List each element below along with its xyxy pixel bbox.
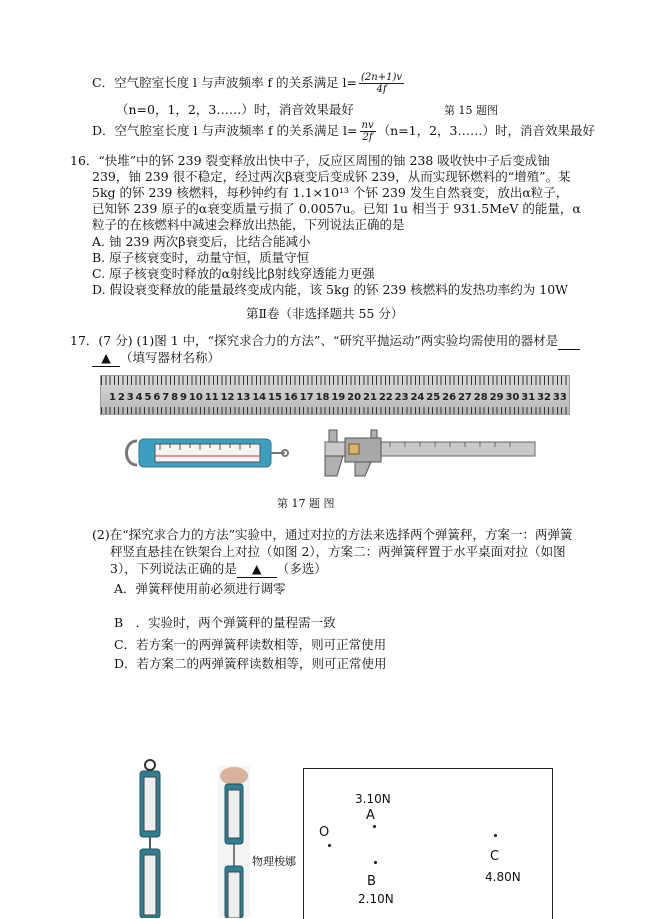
q15-c-denominator: 4f [376,84,387,95]
ruler-number: 10 [188,392,203,403]
ruler-ticks-top [101,376,569,385]
ruler-number: 6 [153,392,161,403]
q17-part2-tail: （多选） [276,561,327,576]
q17-stem-text: 17．(7 分) (1)图 1 中，“探究求合力的方法”、“研究平抛运动”两实验均需使用的器材是 [70,333,559,348]
ruler-number: 3 [126,392,134,403]
q16-option-a: A. 铀 239 两次β衰变后，比结合能减小 [92,234,311,249]
q17-part2-line-3 [110,560,327,578]
point-b-label: B [367,874,376,889]
photo-watermark-caption: 物理梭娜 [252,855,296,868]
figure3-photo [218,766,250,918]
ruler-number: 7 [162,392,170,403]
ruler-number: 15 [268,392,282,403]
point-a-dot [373,825,376,828]
q15-option-c [92,72,406,95]
ruler-number: 19 [331,392,346,403]
q17-blank-mark-1: ▲ [101,350,111,365]
q15-d-numerator: nv [361,120,374,131]
q17-answer-blank-1 [92,349,120,367]
ruler-number: 16 [283,392,298,403]
q17-part2-line-1: (2)在“探究求合力的方法”实验中，通过对拉的方法来选择两个弹簧秤，方案一：两弹簧 [92,527,573,542]
ruler-number: 8 [171,392,179,403]
handheld-spring-scale-icon [218,766,250,918]
q17-option-c: C．若方案一的两弹簧秤读数相等，则可正常使用 [114,637,387,652]
q17-part2-line-2: 秤竖直悬挂在铁架台上对拉（如图 2），方案二：两弹簧秤置于水平桌面对拉（如图 [110,544,566,559]
ruler-number: 17 [299,392,314,403]
force-a-label: 3.10N [355,792,391,806]
q15-option-d [92,120,595,143]
ruler-number: 4 [135,392,143,403]
q15-figure-label: 第 15 题图 [444,104,498,117]
force-b-label: 2.10N [358,892,394,906]
q17-blank-mark-2: ▲ [251,561,262,576]
ruler-number: 21 [362,392,377,403]
ruler-image [100,375,570,415]
ruler-numbers [109,389,567,406]
ruler-number: 29 [489,392,504,403]
q16-option-d: D. 假设衰变释放的能量最终变成内能，该 5kg 的钚 239 核燃料的发热功率约为 10W [92,282,569,297]
q17-option-b: B ．实验时，两个弹簧秤的量程需一致 [114,615,336,630]
q15-option-c-tail: （n=0，1，2，3……）时，消音效果最好 [116,102,354,117]
q16-option-b: B. 原子核衰变时，动量守恒，质量守恒 [92,250,310,265]
q17-stem-line-2 [92,349,220,367]
vertical-spring-scale-icon [130,757,170,918]
ruler-number: 27 [457,392,472,403]
ruler-number: 25 [426,392,441,403]
ruler-number: 14 [252,392,267,403]
ruler-number: 1 [109,392,116,403]
ruler-number: 2 [117,392,125,403]
q15-option-d-text: D．空气腔室长度 l 与声波频率 f 的关系满足 l= [92,123,358,138]
q17-figure-label: 第 17 题 图 [277,497,335,510]
ruler-number: 24 [410,392,425,403]
ruler-number: 33 [552,392,567,403]
vernier-caliper-image [315,428,540,478]
q15-c-numerator: (2n+1)v [361,72,403,83]
point-b-dot [374,861,377,864]
q15-option-c-fraction [359,72,404,95]
part2-title: 第Ⅱ卷（非选择题共 55 分） [246,306,404,321]
ruler-number: 28 [473,392,488,403]
q16-stem-line-3: 5kg 的钚 239 核燃料，每秒钟约有 1.1×10¹³ 个钚 239 发生自然衰变，放出α粒子， [92,185,569,200]
ruler-ticks-bottom [101,407,569,414]
ruler-number: 32 [537,392,552,403]
figure2-photo [130,757,170,918]
q16-option-c: C. 原子核衰变时释放的α射线比β射线穿透能力更强 [92,266,375,281]
ruler-number: 13 [236,392,251,403]
ruler-number: 22 [378,392,393,403]
point-o-dot [328,844,331,847]
ruler-number: 26 [442,392,457,403]
q16-stem-line-4: 已知钚 239 原子的α衰变质量亏损了 0.0057u。已知 1u 相当于 931.5MeV 的能量，α [92,201,581,216]
q17-stem-tail: （填写器材名称） [120,350,221,365]
ruler-number: 20 [347,392,362,403]
ruler-number: 5 [144,392,152,403]
q17-option-d: D．若方案二的两弹簧秤读数相等，则可正常使用 [114,656,387,671]
ruler-number: 23 [394,392,409,403]
ruler-number: 30 [505,392,520,403]
q17-option-a: A．弹簧秤使用前必须进行调零 [114,581,286,596]
q15-option-d-fraction [360,120,376,143]
q16-stem-line-2: 239，铀 239 很不稳定，经过两次β衰变后变成钚 239，从而实现钚燃料的“增殖”。某 [92,169,571,184]
point-o-label: O [319,825,330,840]
ruler-number: 12 [220,392,235,403]
spring-scale-image [125,433,290,473]
ruler-number: 31 [521,392,536,403]
point-a-label: A [366,808,375,823]
ruler-number: 9 [180,392,187,403]
q15-option-d-tail: （n=1，2，3……）时，消音效果最好 [377,123,595,138]
force-diagram [303,768,553,919]
point-c-label: C [490,849,500,864]
point-c-dot [494,834,497,837]
q17-part2-line-3-text: 3），下列说法正确的是 [110,561,237,576]
q15-d-denominator: 2f [362,132,373,143]
q16-stem-line-1: 16．“快堆”中的钚 239 裂变释放出快中子，反应区周围的铀 238 吸收快中子后变成铀 [70,153,550,168]
q15-option-c-text: C．空气腔室长度 l 与声波频率 f 的关系满足 l= [92,75,358,90]
q17-answer-blank-2 [237,560,277,578]
q17-blank-1a [558,332,580,350]
ruler-number: 11 [204,392,219,403]
q16-stem-line-5: 粒子的在核燃料中减速会释放出热能，下列说法正确的是 [92,217,405,232]
q17-stem-line-1 [70,332,580,350]
force-c-label: 4.80N [485,870,521,884]
ruler-number: 18 [315,392,330,403]
